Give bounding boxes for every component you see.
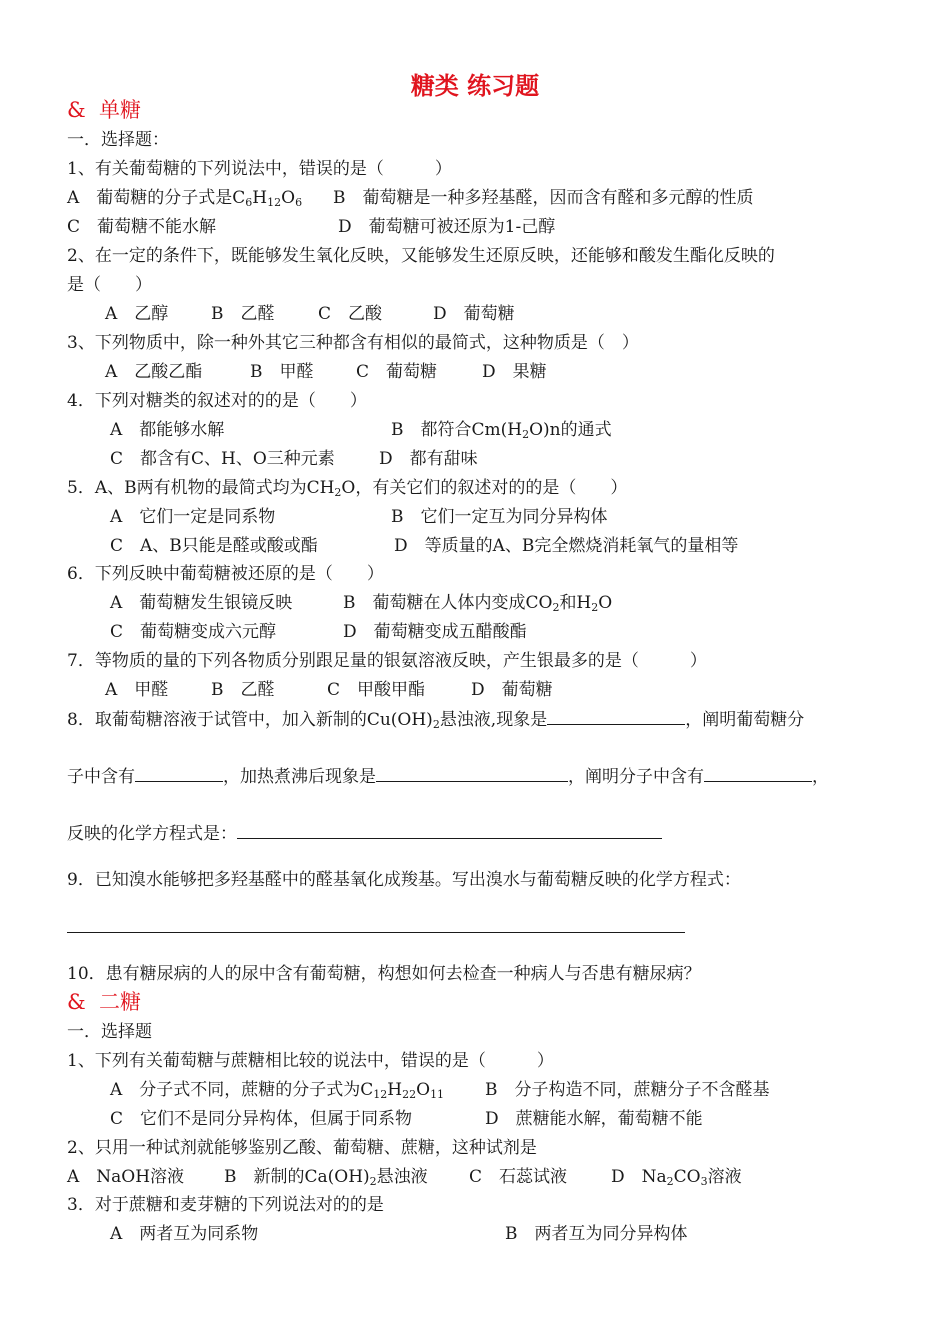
s2-question-1-stem: 1、下列有关葡萄糖与蔗糖相比较的说法中，错误的是（ ） xyxy=(67,1051,554,1071)
question-8-line-1: 8．取葡萄糖溶液于试管中，加入新制的$Cu(OH)_2$悬浊液,现象是 ，阐明葡萄糖分 xyxy=(67,706,804,732)
question-4-option-c: C 都含有C、H、O三种元素 xyxy=(110,449,335,469)
question-3-stem: 3、下列物质中，除一种外其它三种都含有相似的最简式，这种物质是（ ） xyxy=(67,333,639,353)
question-3-option-a: A 乙酸乙酯 xyxy=(105,362,203,382)
question-5-option-b: B 它们一定互为同分异构体 xyxy=(391,507,608,527)
question-type-header: 一．选择题 xyxy=(67,1022,152,1042)
question-2-option-b: B 乙醛 xyxy=(211,304,275,324)
question-6-stem: 6．下列反映中葡萄糖被还原的是（ ） xyxy=(67,564,384,584)
question-3-option-c: C 葡萄糖 xyxy=(356,362,438,382)
question-4-option-b: B 都符合$Cm(H_2O)n$的通式 xyxy=(391,420,612,441)
question-6-option-a: A 葡萄糖发生银镜反映 xyxy=(110,593,293,613)
s2-question-2-stem: 2、只用一种试剂就能够鉴别乙酸、葡萄糖、蔗糖，这种试剂是 xyxy=(67,1138,537,1158)
s2-question-3-option-a: A 两者互为同系物 xyxy=(110,1224,259,1244)
answer-blank[interactable] xyxy=(237,820,662,839)
s2-question-3-stem: 3．对于蔗糖和麦芽糖的下列说法对的的是 xyxy=(67,1195,384,1215)
question-5-option-a: A 它们一定是同系物 xyxy=(110,507,276,527)
question-2-option-d: D 葡萄糖 xyxy=(433,304,515,324)
question-8-line-2: 子中含有 ，加热煮沸后现象是 ，阐明分子中含有 ， xyxy=(67,763,829,789)
question-1-stem: 1、有关葡萄糖的下列说法中，错误的是（ ） xyxy=(67,159,452,179)
s2-question-2-option-a: A NaOH溶液 xyxy=(67,1167,185,1187)
question-7-option-d: D 葡萄糖 xyxy=(471,680,553,700)
question-1-option-a: A 葡萄糖的分子式是$C_6H_{12}O_6$ xyxy=(67,188,303,209)
question-4-option-d: D 都有甜味 xyxy=(379,449,478,469)
question-7-option-a: A 甲醛 xyxy=(105,680,169,700)
question-2-stem-cont: 是（ ） xyxy=(67,275,152,295)
question-3-option-d: D 果糖 xyxy=(482,362,547,382)
answer-blank[interactable] xyxy=(376,763,568,782)
answer-blank[interactable] xyxy=(135,763,223,782)
question-9-stem: 9．已知溴水能够把多羟基醛中的醛基氧化成羧基。写出溴水与葡萄糖反映的化学方程式： xyxy=(67,870,741,890)
s2-question-2-option-c: C 石蕊试液 xyxy=(469,1167,568,1187)
question-1-option-b: B 葡萄糖是一种多羟基醛，因而含有醛和多元醇的性质 xyxy=(333,188,754,208)
s2-question-3-option-b: B 两者互为同分异构体 xyxy=(505,1224,688,1244)
s2-question-1-option-b: B 分子构造不同，蔗糖分子不含醛基 xyxy=(485,1080,770,1100)
question-2-stem: 2、在一定的条件下，既能够发生氧化反映，又能够发生还原反映，还能够和酸发生酯化反映的 xyxy=(67,246,775,266)
section-label: 二糖 xyxy=(99,990,141,1014)
answer-blank[interactable] xyxy=(547,706,685,725)
section-bullet: & xyxy=(67,98,86,122)
question-7-option-c: C 甲酸甲酯 xyxy=(327,680,426,700)
section-heading-monosaccharide xyxy=(67,96,141,124)
question-3-option-b: B 甲醛 xyxy=(250,362,314,382)
question-6-option-d: D 葡萄糖变成五醋酸酯 xyxy=(343,622,527,642)
section-heading-disaccharide xyxy=(67,988,141,1016)
question-8-line-3: 反映的化学方程式是： xyxy=(67,820,662,846)
section-bullet: & xyxy=(67,990,86,1014)
question-5-stem: 5．A、B两有机物的最简式均为$CH_2O$，有关它们的叙述对的的是（ ） xyxy=(67,478,628,499)
question-7-stem: 7．等物质的量的下列各物质分别跟足量的银氨溶液反映，产生银最多的是（ ） xyxy=(67,651,707,671)
page-title: 糖类 练习题 xyxy=(410,72,540,100)
answer-blank[interactable] xyxy=(704,763,812,782)
question-7-option-b: B 乙醛 xyxy=(211,680,275,700)
question-1-option-d: D 葡萄糖可被还原为1-己醇 xyxy=(338,217,556,237)
question-5-option-d: D 等质量的A、B完全燃烧消耗氧气的量相等 xyxy=(394,536,739,556)
question-2-option-a: A 乙醇 xyxy=(105,304,169,324)
question-4-stem: 4．下列对糖类的叙述对的的是（ ） xyxy=(67,391,367,411)
s2-question-2-option-d: D $Na_2CO_3$溶液 xyxy=(611,1167,742,1188)
question-4-option-a: A 都能够水解 xyxy=(110,420,225,440)
question-1-option-c: C 葡萄糖不能水解 xyxy=(67,217,217,237)
question-10-stem: 10．患有糖尿病的人的尿中含有葡萄糖，构想如何去检查一种病人与否患有糖尿病？ xyxy=(67,964,701,984)
s2-question-1-option-a: A 分子式不同，蔗糖的分子式为$C_{12}H_{22}O_{11}$ xyxy=(110,1080,445,1101)
question-5-option-c: C A、B只能是醛或酸或酯 xyxy=(110,536,318,556)
question-2-option-c: C 乙酸 xyxy=(318,304,383,324)
question-6-option-b: B 葡萄糖在人体内变成$CO_2$和$H_2O$ xyxy=(343,593,613,614)
s2-question-2-option-b: B 新制的$Ca(OH)_2$悬浊液 xyxy=(224,1167,428,1188)
question-type-header: 一．选择题： xyxy=(67,130,169,150)
answer-line[interactable] xyxy=(67,932,685,933)
s2-question-1-option-c: C 它们不是同分异构体，但属于同系物 xyxy=(110,1109,413,1129)
s2-question-1-option-d: D 蔗糖能水解，葡萄糖不能 xyxy=(485,1109,703,1129)
section-label: 单糖 xyxy=(99,98,141,122)
question-6-option-c: C 葡萄糖变成六元醇 xyxy=(110,622,277,642)
